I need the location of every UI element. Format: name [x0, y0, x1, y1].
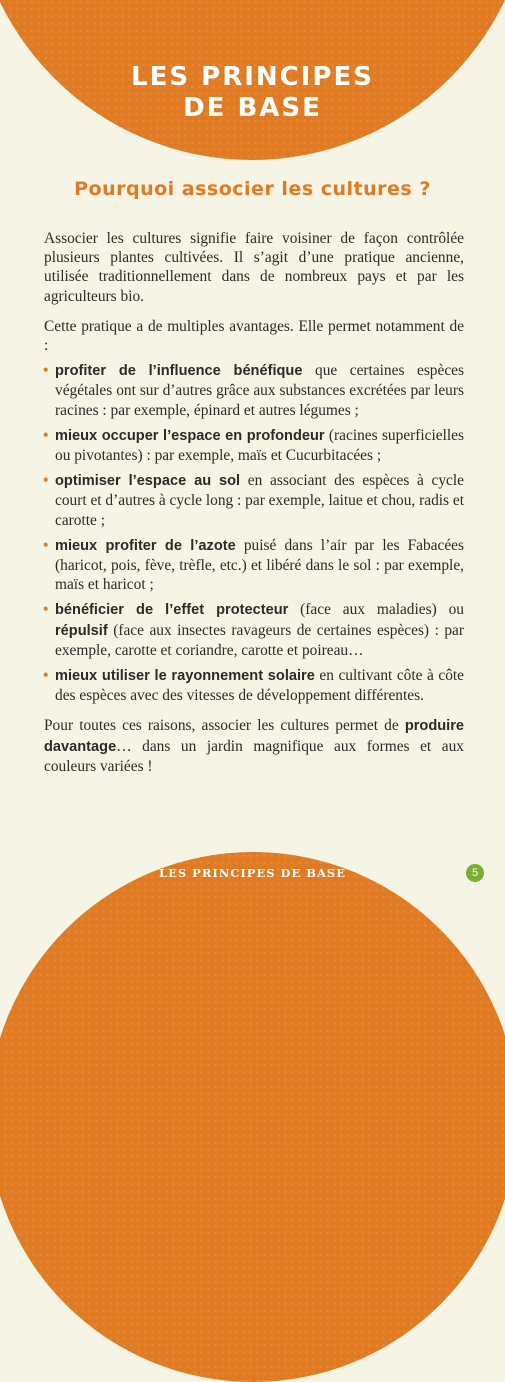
- conclusion-paragraph: Pour toutes ces raisons, associer les cultures permet de produire davantage… dans un jardin magnifique aux formes et aux couleurs variées !: [44, 717, 464, 775]
- article-body: [44, 229, 464, 787]
- page-number-badge: 5: [466, 864, 484, 882]
- section-title: Pourquoi associer les cultures ?: [74, 178, 431, 200]
- footer-running-title: LES PRINCIPES DE BASE: [159, 866, 346, 880]
- bullet-icon: •: [43, 536, 49, 554]
- list-item: • mieux utiliser le rayonnement solaire en cultivant côte à côte des espèces avec des vitesses de développement différentes.: [43, 667, 465, 705]
- list-item: • mieux occuper l’espace en profondeur (racines superficielles ou pivotantes) : par exemple, maïs et Cucurbitacées ;: [43, 426, 464, 465]
- bullet-icon: •: [43, 426, 49, 444]
- list-item: • bénéficier de l’effet protecteur (face aux maladies) ou répulsif (face aux insectes ravageurs de certaines espèces) : par exemple, carotte et coriandre, carotte et poireau…: [43, 601, 464, 659]
- page-title-line2: DE BASE: [183, 93, 322, 123]
- advantages-intro: Cette pratique a de multiples avantages. Elle permet notamment de :: [44, 317, 464, 355]
- list-item: • mieux profiter de l’azote puisé dans l’air par les Fabacées (haricot, pois, fève, trèfle, etc.) et libéré dans le sol : par exemple, maïs et haricot ;: [43, 536, 464, 594]
- intro-paragraph: Associer les cultures signifie faire voisiner de façon contrôlée plusieurs plantes cultivées. Il s’agit d’une pratique ancienne, utilisée traditionnellement dans de nombreux pays et par les agriculteurs bio.: [44, 230, 464, 305]
- list-item: • profiter de l’influence bénéfique que certaines espèces végétales ont sur d’autres grâce aux substances excrétées par leurs racines : par exemple, épinard et autres légumes ;: [43, 362, 464, 419]
- page-title-line1: LES PRINCIPES: [131, 62, 374, 92]
- bullet-icon: •: [43, 667, 49, 685]
- footer-circle: [0, 852, 505, 1382]
- bullet-icon: •: [43, 362, 49, 380]
- bullet-icon: •: [43, 601, 49, 619]
- bullet-icon: •: [43, 472, 49, 490]
- list-item: • optimiser l’espace au sol en associant des espèces à cycle court et d’autres à cycle long : par exemple, laitue et chou, radis et carotte ;: [43, 472, 464, 529]
- page-title: [0, 62, 505, 124]
- advantages-list: [44, 361, 464, 705]
